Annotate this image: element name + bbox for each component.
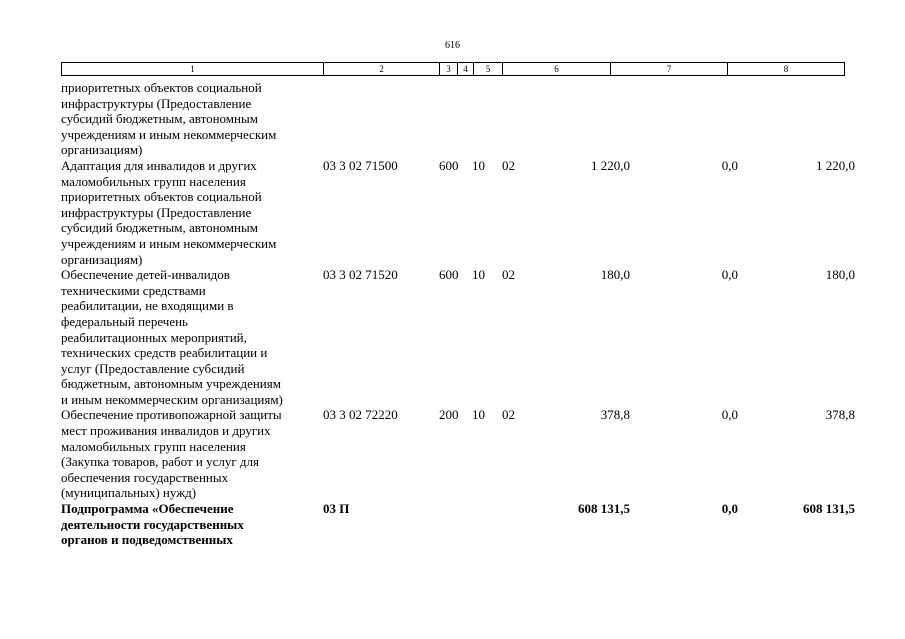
description-line: деятельности государственных (61, 516, 244, 532)
page-number: 616 (445, 40, 460, 51)
amount-col-6: 180,0 (600, 267, 630, 283)
header-row (62, 63, 845, 76)
description-line: Обеспечение детей-инвалидов (61, 267, 230, 283)
header-col-2: 2 (324, 63, 440, 76)
description-line: федеральный перечень (61, 313, 188, 329)
description-line: техническими средствами (61, 282, 206, 298)
row-description (61, 267, 323, 407)
amount-col-8: 608 131,5 (803, 501, 855, 517)
target-article-code: 03 П (323, 501, 350, 517)
amount-col-8: 180,0 (825, 267, 855, 283)
table-row (61, 80, 855, 158)
subsection-code: 02 (502, 267, 515, 283)
description-line: органов и подведомственных (61, 532, 233, 548)
amount-col-7: 0,0 (721, 267, 738, 283)
expense-type-code: 600 (439, 267, 459, 283)
description-line: Адаптация для инвалидов и других (61, 157, 257, 173)
description-line: мест проживания инвалидов и других (61, 423, 271, 439)
header-col-1: 1 (62, 63, 324, 76)
description-line: субсидий бюджетным, автономным (61, 220, 258, 236)
row-description (61, 407, 323, 501)
amount-col-8: 378,8 (825, 407, 855, 423)
description-line: учреждениям и иным некоммерческим (61, 126, 277, 142)
description-line: и иным некоммерческим организациям) (61, 391, 283, 407)
subsection-code: 02 (502, 407, 515, 423)
header-col-6: 6 (503, 63, 611, 76)
description-line: (муниципальных) нужд) (61, 485, 197, 501)
section-code: 10 (472, 407, 485, 423)
header-col-4: 4 (458, 63, 474, 76)
description-line: учреждениям и иным некоммерческим (61, 235, 277, 251)
subsection-code: 02 (502, 157, 515, 173)
amount-col-8: 1 220,0 (816, 157, 855, 173)
description-line: (Закупка товаров, работ и услуг для (61, 454, 259, 470)
amount-col-7: 0,0 (721, 407, 738, 423)
target-article-code: 03 3 02 71520 (323, 267, 398, 283)
table-row (61, 407, 855, 501)
amount-col-6: 608 131,5 (578, 501, 630, 517)
row-description (61, 80, 323, 158)
description-line: бюджетным, автономным учреждениям (61, 376, 281, 392)
description-line: организациям) (61, 251, 143, 267)
description-line: обеспечения государственных (61, 469, 229, 485)
amount-col-7: 0,0 (721, 157, 738, 173)
section-code: 10 (472, 267, 485, 283)
description-line: реабилитации, не входящими в (61, 298, 234, 314)
description-line: Обеспечение противопожарной защиты (61, 407, 282, 423)
description-line: услуг (Предоставление субсидий (61, 360, 245, 376)
section-code: 10 (472, 157, 485, 173)
subprogram-row (61, 501, 855, 548)
expense-type-code: 200 (439, 407, 459, 423)
description-line: субсидий бюджетным, автономным (61, 111, 258, 127)
budget-table-body (61, 80, 855, 548)
table-row (61, 158, 855, 267)
header-col-7: 7 (611, 63, 728, 76)
target-article-code: 03 3 02 71500 (323, 157, 398, 173)
header-col-3: 3 (440, 63, 458, 76)
description-line: организациям) (61, 142, 143, 158)
amount-col-6: 378,8 (600, 407, 630, 423)
row-description (61, 501, 323, 548)
description-line: Подпрограмма «Обеспечение (61, 501, 234, 517)
description-line: приоритетных объектов социальной (61, 189, 262, 205)
description-line: инфраструктуры (Предоставление (61, 95, 252, 111)
description-line: приоритетных объектов социальной (61, 80, 262, 95)
description-line: маломобильных групп населения (61, 438, 246, 454)
description-line: инфраструктуры (Предоставление (61, 204, 252, 220)
row-description (61, 158, 323, 267)
target-article-code: 03 3 02 72220 (323, 407, 398, 423)
description-line: маломобильных групп населения (61, 173, 246, 189)
amount-col-7: 0,0 (721, 501, 738, 517)
expense-type-code: 600 (439, 157, 459, 173)
column-number-header (61, 62, 845, 76)
header-col-8: 8 (728, 63, 845, 76)
table-row (61, 267, 855, 407)
amount-col-6: 1 220,0 (591, 157, 630, 173)
description-line: технических средств реабилитации и (61, 345, 268, 361)
header-col-5: 5 (474, 63, 503, 76)
description-line: реабилитационных мероприятий, (61, 329, 247, 345)
